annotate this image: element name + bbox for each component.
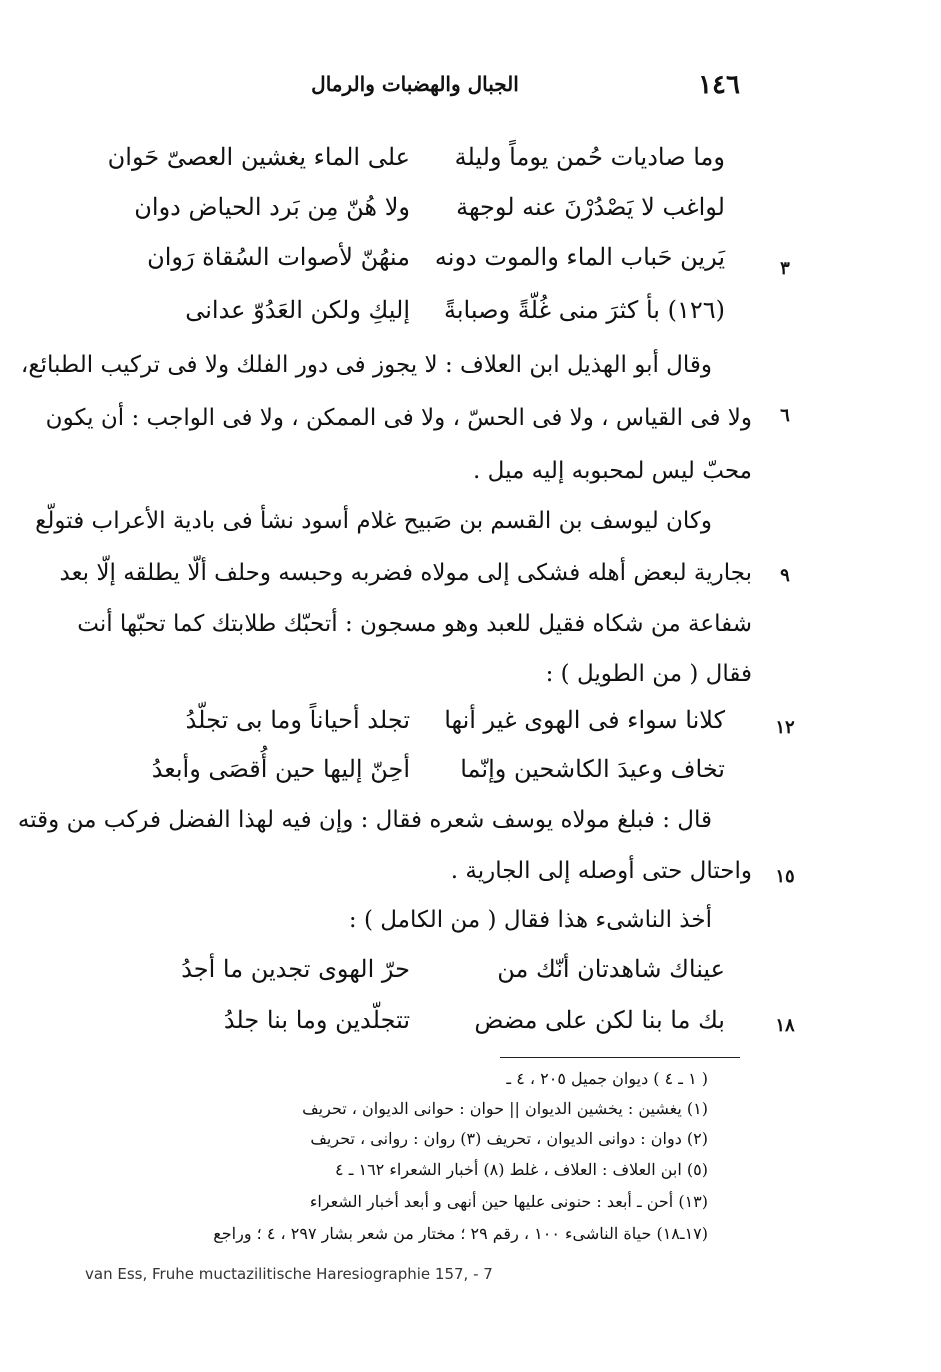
footnote: ( ١ ـ ٤ ) ديوان جميل ٢٠٥ ، ٤ ـ (506, 1069, 708, 1088)
verse-hemistich-right: عيناك شاهدتان أنّك من (497, 955, 725, 983)
verse-hemistich-left: تتجلّدين وما بنا جلدُ (223, 1006, 410, 1034)
line-number: ١٢ (775, 717, 795, 738)
line-number: ١٨ (775, 1015, 795, 1036)
prose-line: محبّ ليس لمحبوبه إليه ميل . (473, 458, 752, 484)
verse-hemistich-right: وما صاديات حُمن يوماً وليلة (454, 143, 725, 171)
prose-line: بجارية لبعض أهله فشكى إلى مولاه فضربه وحبسه وحلف ألّا يطلقه إلّا بعد (59, 560, 752, 586)
footnote: (٢) دوان : دوانى الديوان ، تحريف (٣) روان : روانى ، تحريف (310, 1129, 708, 1148)
verse-hemistich-left: إليكِ ولكن العَدُوّ عدانى (185, 296, 410, 324)
verse-hemistich-right: لواغب لا يَصْدُرْنَ عنه لوجهة (456, 193, 725, 221)
prose-line: ولا فى القياس ، ولا فى الحسّ ، ولا فى الممكن ، ولا فى الواجب : أن يكون (45, 405, 752, 431)
source-credit: van Ess, Fruhe muctazilitische Haresiographie 157, - 7 (85, 1265, 493, 1283)
prose-line: فقال ( من الطويل ) : (545, 661, 752, 687)
prose-line: واحتال حتى أوصله إلى الجارية . (450, 858, 752, 884)
line-number: ١٥ (775, 866, 795, 887)
prose-line: شفاعة من شكاه فقيل للعبد وهو مسجون : أتحبّك طلابتك كما تحبّها أنت (77, 611, 752, 637)
footnote: (٥) ابن العلاف : العلاف ، غلط (٨) أخبار الشعراء ١٦٢ ـ ٤ (335, 1160, 708, 1179)
footnote: (١٣) أحن ـ أبعد : حنونى عليها حين أنهى و أبعد أخبار الشعراء (309, 1192, 708, 1211)
prose-line: قال : فبلغ مولاه يوسف شعره فقال : وإن فيه لهذا الفضل فركب من وقته (17, 807, 712, 833)
verse-hemistich-left: حرّ الهوى تجدين ما أجدُ (181, 955, 410, 983)
line-number: ٩ (780, 565, 790, 586)
page-number: ١٤٦ (698, 70, 740, 100)
prose-line: وكان ليوسف بن القسم بن صَبيح غلام أسود نشأ فى بادية الأعراب فتولّع (35, 508, 712, 534)
prose-line: أخذ الناشىء هذا فقال ( من الكامل ) : (348, 907, 712, 933)
verse-hemistich-left: منهُنّ لأصوات السُقاة رَوان (147, 243, 410, 271)
footnote: (١٧ـ١٨) حياة الناشىء ١٠٠ ، رقم ٢٩ ؛ مختار من شعر بشار ٢٩٧ ، ٤ ؛ وراجع (213, 1224, 708, 1243)
verse-hemistich-right: بك ما بنا لكن على مضض (474, 1006, 725, 1034)
prose-line: وقال أبو الهذيل ابن العلاف : لا يجوز فى دور الفلك ولا فى تركيب الطبائع، (20, 352, 712, 378)
footnote: (١) يغشين : يخشين الديوان || حوان : حوانى الديوان ، تحريف (302, 1099, 708, 1118)
verse-hemistich-left: على الماء يغشين العصىّ حَوان (107, 143, 410, 171)
footnote-rule (500, 1057, 740, 1058)
running-title: الجبال والهضبات والرمال (311, 72, 519, 96)
line-number: ٣ (780, 258, 790, 279)
line-number: ٦ (780, 405, 790, 426)
verse-hemistich-left: تجلد أحياناً وما بى تجلّدُ (185, 706, 410, 734)
verse-hemistich-right: يَرين حَباب الماء والموت دونه (434, 243, 725, 271)
verse-hemistich-left: أحِنّ إليها حين أُقصَى وأبعدُ (151, 755, 410, 783)
verse-hemistich-right: كلانا سواء فى الهوى غير أنها (444, 706, 725, 734)
verse-hemistich-right: تخاف وعيدَ الكاشحين وإنّما (460, 755, 725, 783)
verse-hemistich-right: (١٢٦) بأ كثرَ منى غُلّةً وصبابةً (444, 296, 725, 324)
verse-hemistich-left: ولا هُنّ مِن بَرد الحياض دوان (134, 193, 410, 221)
